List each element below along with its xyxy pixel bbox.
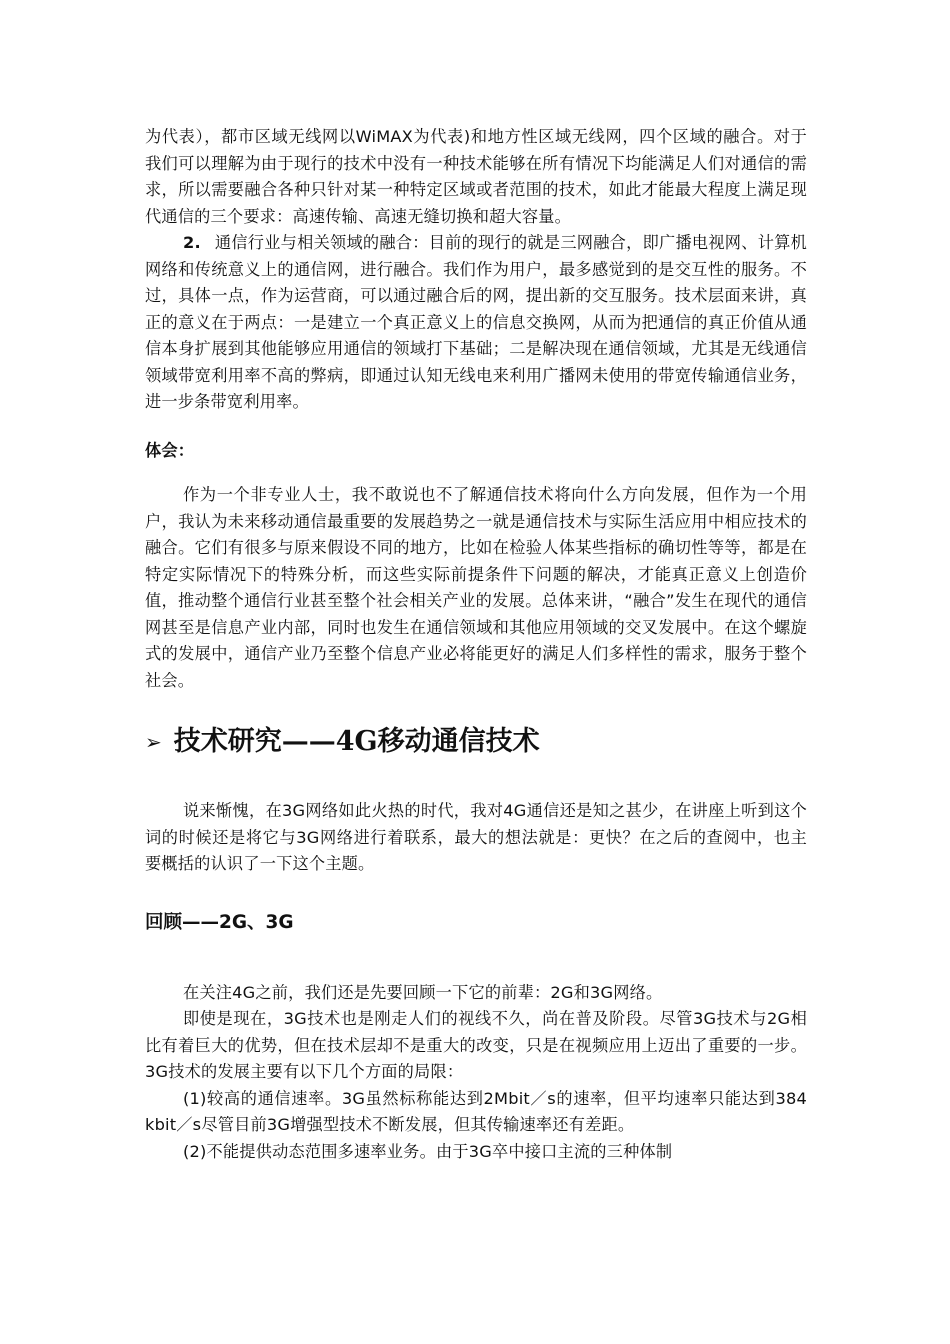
paragraph-limit-2: (2)不能提供动态范围多速率业务。由于3G卒中接口主流的三种体制 — [183, 1141, 673, 1161]
paragraph-industry-fusion-text: 通信行业与相关领域的融合：目前的现行的就是三网融合，即广播电视网、计算机网络和传统意义上的通信网，进行融合。我们作为用户，最多感觉到的是交互性的服务。不过，具体一点，作为运营商，可以通过融合后的网，提出新的交互服务。技术层面来讲，真正的意义在于两点：一是建立一个真正意义上的信息交换网，从而为把通信的真正价值从通信本身扩展到其他能够应用通信的领域打下基础；二是解决现在通信领域，尤其是无线通信领域带宽利用率不高的弊病，即通过认知无线电来利用广播网未使用的带宽传输通信业务，进一步条带宽利用率。 — [145, 233, 807, 411]
heading-tihui: 体会： — [145, 440, 195, 460]
document-page — [145, 124, 807, 1165]
paragraph-limit-1: (1)较高的通信速率。3G虽然标称能达到2Mbit／s的速率，但平均速率只能达到384 kbit／s尽管目前3G增强型技术不断发展，但其传输速率还有差距。 — [145, 1088, 807, 1134]
list-number: 2. — [183, 233, 201, 252]
paragraph-industry-fusion — [145, 230, 807, 416]
paragraph-4g-intro: 说来惭愧，在3G网络如此火热的时代，我对4G通信还是知之甚少，在讲座上听到这个词的时候还是将它与3G网络进行着联系，最大的想法就是：更快？在之后的查阅中，也主要概括的认识了一下这个主题。 — [145, 801, 807, 873]
section-heading-4g-text: 技术研究——4G移动通信技术 — [173, 726, 540, 757]
section-heading-4g — [145, 722, 807, 762]
arrow-bullet-icon: ➢ — [145, 730, 162, 754]
paragraph-3g-limits: 即使是现在，3G技术也是刚走人们的视线不久，尚在普及阶段。尽管3G技术与2G相比有着巨大的优势，但在技术层却不是重大的改变，只是在视频应用上迈出了重要的一步。3G技术的发展主要有以下几个方面的局限： — [145, 1009, 807, 1081]
paragraph-review-intro: 在关注4G之前，我们还是先要回顾一下它的前辈：2G和3G网络。 — [183, 982, 663, 1002]
subheading-review: 回顾——2G、3G — [145, 911, 294, 933]
paragraph-regional-fusion: 为代表），都市区域无线网以WiMAX为代表)和地方性区域无线网，四个区域的融合。对于我们可以理解为由于现行的技术中没有一种技术能够在所有情况下均能满足人们对通信的需求，所以需要融合各种只针对某一种特定区域或者范围的技术，如此才能最大程度上满足现代通信的三个要求：高速传输、高速无缝切换和超大容量。 — [145, 127, 807, 226]
paragraph-reflection: 作为一个非专业人士，我不敢说也不了解通信技术将向什么方向发展，但作为一个用户，我认为未来移动通信最重要的发展趋势之一就是通信技术与实际生活应用中相应技术的融合。它们有很多与原来假设不同的地方，比如在检验人体某些指标的确切性等等，都是在特定实际情况下的特殊分析，而这些实际前提条件下问题的解决，才能真正意义上创造价值，推动整个通信行业甚至整个社会相关产业的发展。总体来讲，“融合”发生在现代的通信网甚至是信息产业内部，同时也发生在通信领域和其他应用领域的交叉发展中。在这个螺旋式的发展中，通信产业乃至整个信息产业必将能更好的满足人们多样性的需求，服务于整个社会。 — [145, 485, 807, 690]
